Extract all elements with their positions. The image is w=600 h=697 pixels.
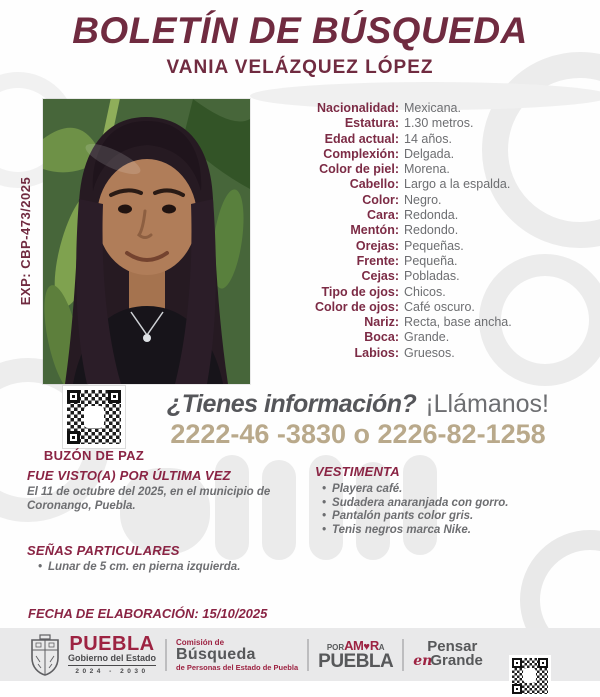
characteristic-row — [253, 101, 598, 116]
characteristic-value: 1.30 metros. — [404, 116, 474, 131]
characteristic-value: Grande. — [404, 330, 450, 345]
characteristic-value: Redonda. — [404, 208, 459, 223]
por-amor-a-puebla-logo — [318, 637, 394, 672]
qr-pattern — [512, 658, 548, 694]
heart-icon: ♥ — [363, 640, 370, 653]
qr-finder-icon — [538, 658, 548, 668]
particular-marks-heading: SEÑAS PARTICULARES — [27, 543, 180, 558]
characteristic-label: Cejas: — [361, 269, 399, 284]
characteristic-label: Color de ojos: — [314, 299, 399, 314]
characteristic-value: Delgada. — [404, 146, 455, 161]
characteristics-list — [253, 101, 598, 361]
characteristic-row — [253, 177, 598, 192]
amor-por-text: POR — [326, 642, 345, 652]
characteristic-value: Chicos. — [404, 284, 446, 299]
characteristic-label: Frente: — [356, 253, 399, 268]
clothing-list — [322, 483, 508, 537]
commission-line2: Búsqueda — [176, 645, 256, 663]
pensar-en-grande-logo — [413, 640, 483, 669]
puebla-government-logo — [68, 632, 157, 675]
qr-finder-icon — [108, 390, 121, 403]
pensar-en-text: en — [413, 653, 433, 669]
characteristic-label: Estatura: — [344, 116, 399, 131]
characteristic-row — [253, 285, 598, 300]
characteristic-value: Gruesos. — [404, 345, 455, 360]
puebla-logo-name: PUEBLA — [69, 632, 155, 655]
commission-line1: Comisión de — [176, 637, 225, 647]
characteristic-row — [253, 162, 598, 177]
qr-finder-icon — [67, 431, 80, 444]
clothing-item: • Pantalón pants color gris. — [322, 510, 508, 524]
qr-finder-icon — [512, 684, 522, 694]
have-information-question: ¿Tienes información? — [167, 390, 417, 418]
characteristic-row — [253, 116, 598, 131]
last-seen-heading: FUE VISTO(A) POR ÚLTIMA VEZ — [27, 468, 231, 483]
characteristic-label: Color: — [362, 192, 399, 207]
footer-qr-code — [509, 655, 551, 697]
grande-text: Grande — [430, 652, 483, 669]
characteristic-row — [253, 300, 598, 315]
buzon-de-paz-qr-code — [62, 385, 126, 449]
clothing-item: • Tenis negros marca Nike. — [322, 524, 508, 538]
buzon-de-paz-label: BUZÓN DE PAZ — [43, 448, 145, 463]
characteristic-label: Mentón: — [350, 223, 399, 238]
puebla-logo-subtitle: Gobierno del Estado — [68, 652, 157, 663]
characteristic-row — [253, 208, 598, 223]
characteristic-label: Cara: — [367, 208, 399, 223]
portrait-illustration — [43, 99, 250, 384]
amor-am-text: AM — [344, 637, 364, 653]
qr-finder-icon — [512, 658, 522, 668]
characteristic-value: Pobladas. — [404, 269, 460, 284]
particular-marks-list — [38, 561, 240, 575]
characteristic-row — [253, 147, 598, 162]
footer-divider — [165, 639, 167, 671]
characteristic-label: Color de piel: — [319, 162, 399, 177]
clothing-heading: VESTIMENTA — [315, 464, 400, 479]
amor-a-text: A — [378, 642, 385, 652]
characteristic-label: Nacionalidad: — [317, 101, 399, 115]
characteristic-label: Complexión: — [323, 146, 399, 161]
characteristic-label: Nariz: — [364, 315, 399, 330]
puebla-logo-years: 2024 - 2030 — [68, 665, 156, 675]
characteristic-label: Orejas: — [355, 238, 399, 253]
footer — [0, 628, 600, 681]
qr-logo-area — [84, 406, 103, 428]
case-number-vertical-label: EXP: CBP-473/2025 — [18, 176, 33, 306]
characteristic-row — [253, 223, 598, 238]
characteristic-row — [253, 132, 598, 147]
clothing-item: • Playera café. — [322, 483, 508, 497]
en-grande-line — [413, 653, 483, 669]
last-seen-text: El 11 de octubre del 2025, en el municipio de Coronango, Puebla. — [27, 486, 271, 512]
characteristic-label: Cabello: — [349, 177, 399, 192]
pensar-text: Pensar — [427, 638, 478, 655]
amor-r-text: R — [369, 637, 379, 653]
commission-line3: de Personas del Estado de Puebla — [176, 662, 299, 672]
characteristic-label: Edad actual: — [324, 131, 399, 146]
characteristic-value: Café oscuro. — [404, 299, 475, 314]
characteristic-value: Morena. — [404, 162, 450, 177]
characteristic-label: Tipo de ojos: — [321, 284, 399, 299]
characteristic-row — [253, 193, 598, 208]
characteristic-row — [253, 315, 598, 330]
characteristic-row — [253, 330, 598, 345]
characteristic-label: Labios: — [354, 345, 399, 360]
characteristic-value: Mexicana. — [404, 101, 461, 115]
search-commission-logo — [176, 638, 298, 672]
particular-mark-item: • Lunar de 5 cm. en pierna izquierda. — [38, 561, 240, 575]
information-question-row — [130, 390, 586, 419]
characteristic-value: 14 años. — [404, 131, 452, 146]
qr-finder-icon — [67, 390, 80, 403]
page-title: BOLETÍN DE BÚSQUEDA — [72, 10, 528, 51]
amor-puebla-text: PUEBLA — [318, 650, 394, 672]
missing-person-photo — [43, 99, 250, 384]
characteristic-row — [253, 239, 598, 254]
footer-divider — [307, 639, 309, 671]
phone-numbers: 2222-46 -3830 o 2226-82-1258 — [170, 419, 546, 449]
characteristic-row — [253, 254, 598, 269]
characteristic-value: Recta, base ancha. — [404, 315, 512, 330]
qr-pattern — [67, 390, 121, 444]
footer-divider — [402, 639, 404, 671]
clothing-item: • Sudadera anaranjada con gorro. — [322, 497, 508, 511]
characteristic-row — [253, 269, 598, 284]
characteristic-value: Redondo. — [404, 223, 459, 238]
characteristic-value: Largo a la espalda. — [404, 177, 511, 192]
elaboration-date: FECHA DE ELABORACIÓN: 15/10/2025 — [28, 606, 268, 621]
characteristic-label: Boca: — [364, 330, 399, 345]
characteristic-value: Pequeñas. — [404, 238, 464, 253]
characteristic-value: Negro. — [404, 192, 442, 207]
call-us-text: ¡Llámanos! — [425, 390, 549, 418]
characteristic-value: Pequeña. — [404, 253, 458, 268]
puebla-coat-of-arms-icon — [28, 634, 62, 676]
missing-person-name: VANIA VELÁZQUEZ LÓPEZ — [166, 57, 434, 78]
characteristic-row — [253, 346, 598, 361]
